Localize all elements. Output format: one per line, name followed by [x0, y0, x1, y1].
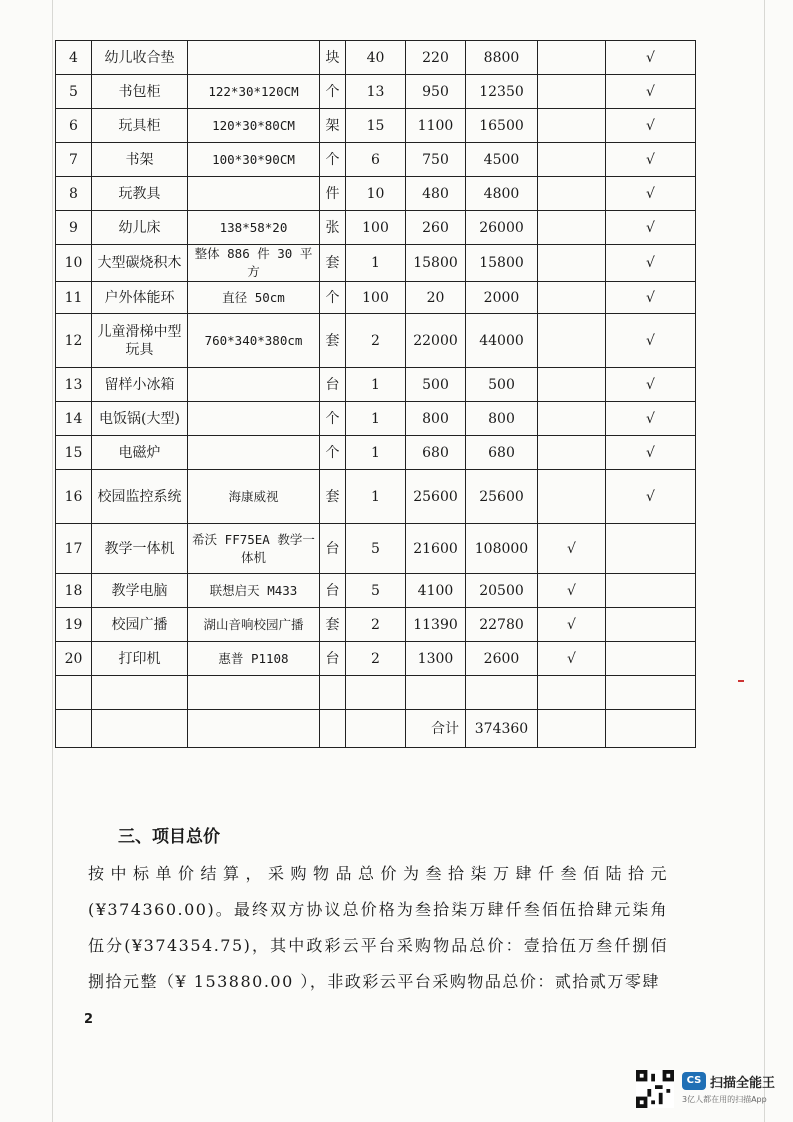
cell-name: 电磁炉 — [92, 436, 188, 470]
cell-spec: 海康威视 — [188, 470, 320, 524]
cell-no: 11 — [56, 282, 92, 314]
cell-qty: 1 — [346, 402, 406, 436]
cell-no: 7 — [56, 143, 92, 177]
cell-no: 10 — [56, 245, 92, 282]
cell-unit: 台 — [320, 642, 346, 676]
cell-qty: 1 — [346, 245, 406, 282]
cell-price: 21600 — [406, 524, 466, 574]
cell-unit: 个 — [320, 282, 346, 314]
cell-zcy: √ — [538, 574, 606, 608]
cell-no: 20 — [56, 642, 92, 676]
sum-label: 合计 — [406, 710, 466, 748]
cell-spec: 联想启天 M433 — [188, 574, 320, 608]
cell-name: 儿童滑梯中型玩具 — [92, 314, 188, 368]
cell-non-zcy: √ — [606, 41, 696, 75]
cell-empty — [56, 676, 92, 710]
cell-name: 玩教具 — [92, 177, 188, 211]
cell-no: 9 — [56, 211, 92, 245]
cell-unit: 架 — [320, 109, 346, 143]
cell-zcy — [538, 177, 606, 211]
cell-total: 12350 — [466, 75, 538, 109]
cell-non-zcy: √ — [606, 245, 696, 282]
cell-spec — [188, 436, 320, 470]
cell-empty — [406, 676, 466, 710]
cell-empty — [346, 676, 406, 710]
table-row — [56, 177, 696, 211]
cell-unit: 台 — [320, 524, 346, 574]
cell-spec: 直径 50cm — [188, 282, 320, 314]
camscanner-logo-icon: CS — [682, 1072, 706, 1090]
cell-total: 4800 — [466, 177, 538, 211]
cell-empty — [466, 676, 538, 710]
cell-zcy: √ — [538, 608, 606, 642]
scanner-watermark — [636, 1070, 781, 1112]
cell-spec — [188, 368, 320, 402]
cell-total: 16500 — [466, 109, 538, 143]
table-row — [56, 436, 696, 470]
cell-zcy — [538, 143, 606, 177]
cell-price: 25600 — [406, 470, 466, 524]
sum-value: 374360 — [466, 710, 538, 748]
cell-no: 8 — [56, 177, 92, 211]
cell-spec: 122*30*120CM — [188, 75, 320, 109]
cell-name: 户外体能环 — [92, 282, 188, 314]
cell-zcy — [538, 109, 606, 143]
cell-name: 电饭锅(大型) — [92, 402, 188, 436]
cell-total: 4500 — [466, 143, 538, 177]
cell-unit: 个 — [320, 436, 346, 470]
cell-qty: 1 — [346, 436, 406, 470]
cell-price: 15800 — [406, 245, 466, 282]
cell-price: 680 — [406, 436, 466, 470]
red-pen-mark — [738, 680, 744, 682]
cell-total: 2000 — [466, 282, 538, 314]
cell-name: 留样小冰箱 — [92, 368, 188, 402]
cell-spec: 整体 886 件 30 平方 — [188, 245, 320, 282]
table-row — [56, 41, 696, 75]
procurement-table — [55, 40, 696, 748]
cell-empty — [320, 676, 346, 710]
cell-name: 校园监控系统 — [92, 470, 188, 524]
cell-non-zcy — [606, 642, 696, 676]
cell-empty — [92, 710, 188, 748]
cell-qty: 2 — [346, 642, 406, 676]
cell-no: 18 — [56, 574, 92, 608]
cell-empty — [606, 710, 696, 748]
table-row-empty — [56, 676, 696, 710]
cell-empty — [188, 710, 320, 748]
cell-empty — [606, 676, 696, 710]
cell-non-zcy: √ — [606, 211, 696, 245]
table-row — [56, 470, 696, 524]
cell-unit: 套 — [320, 314, 346, 368]
cell-name: 大型碳烧积木 — [92, 245, 188, 282]
cell-no: 4 — [56, 41, 92, 75]
cell-total: 44000 — [466, 314, 538, 368]
table-row — [56, 574, 696, 608]
cell-non-zcy: √ — [606, 143, 696, 177]
cell-price: 800 — [406, 402, 466, 436]
cell-name: 书架 — [92, 143, 188, 177]
cell-name: 幼儿床 — [92, 211, 188, 245]
cell-price: 1100 — [406, 109, 466, 143]
cell-total: 20500 — [466, 574, 538, 608]
cell-empty — [320, 710, 346, 748]
cell-qty: 2 — [346, 608, 406, 642]
cell-spec: 100*30*90CM — [188, 143, 320, 177]
table-row-total — [56, 710, 696, 748]
cell-spec — [188, 402, 320, 436]
watermark-brand: 扫描全能王 — [710, 1076, 776, 1091]
cell-price: 20 — [406, 282, 466, 314]
cell-zcy: √ — [538, 524, 606, 574]
cell-zcy — [538, 402, 606, 436]
cell-spec: 希沃 FF75EA 教学一体机 — [188, 524, 320, 574]
qr-code-icon — [636, 1070, 674, 1108]
table-row — [56, 402, 696, 436]
cell-name: 校园广播 — [92, 608, 188, 642]
cell-non-zcy: √ — [606, 314, 696, 368]
cell-spec — [188, 41, 320, 75]
cell-total: 8800 — [466, 41, 538, 75]
cell-price: 480 — [406, 177, 466, 211]
cell-price: 260 — [406, 211, 466, 245]
cell-total: 500 — [466, 368, 538, 402]
cell-spec: 惠普 P1108 — [188, 642, 320, 676]
cell-non-zcy: √ — [606, 436, 696, 470]
cell-zcy — [538, 282, 606, 314]
cell-qty: 10 — [346, 177, 406, 211]
total-price-paragraph: 按中标单价结算，采购物品总价为叁拾柒万肆仟叁佰陆拾元(¥374360.00)。最终双方协议总价格为叁拾柒万肆仟叁佰伍拾肆元柒角伍分(¥374354.75)，其中政彩云平台采购物品总价：壹拾伍万叁仟捌佰捌拾元整（¥ 153880.00 ），非政彩云平台采购物品总价：贰拾贰万零肆 — [88, 864, 668, 991]
page-edge-right — [764, 0, 765, 1122]
section-heading: 三、项目总价 — [118, 827, 220, 847]
cell-empty — [92, 676, 188, 710]
table-row — [56, 75, 696, 109]
cell-spec: 138*58*20 — [188, 211, 320, 245]
table-row — [56, 143, 696, 177]
cell-zcy — [538, 436, 606, 470]
cell-zcy — [538, 368, 606, 402]
cell-qty: 5 — [346, 574, 406, 608]
cell-qty: 15 — [346, 109, 406, 143]
cell-price: 22000 — [406, 314, 466, 368]
cell-empty — [538, 676, 606, 710]
cell-no: 12 — [56, 314, 92, 368]
cell-no: 5 — [56, 75, 92, 109]
cell-no: 6 — [56, 109, 92, 143]
table-row — [56, 608, 696, 642]
cell-zcy — [538, 211, 606, 245]
cell-price: 950 — [406, 75, 466, 109]
cell-qty: 100 — [346, 282, 406, 314]
table-row — [56, 314, 696, 368]
cell-unit: 个 — [320, 143, 346, 177]
cell-spec: 120*30*80CM — [188, 109, 320, 143]
cell-total: 800 — [466, 402, 538, 436]
cell-unit: 套 — [320, 608, 346, 642]
cell-empty — [188, 676, 320, 710]
cell-total: 15800 — [466, 245, 538, 282]
cell-zcy: √ — [538, 642, 606, 676]
cell-name: 教学一体机 — [92, 524, 188, 574]
table-row — [56, 245, 696, 282]
cell-no: 13 — [56, 368, 92, 402]
cell-total: 22780 — [466, 608, 538, 642]
watermark-tagline: 3亿人都在用的扫描App — [682, 1095, 767, 1104]
cell-no: 16 — [56, 470, 92, 524]
cell-non-zcy: √ — [606, 75, 696, 109]
cell-price: 750 — [406, 143, 466, 177]
cell-name: 幼儿收合垫 — [92, 41, 188, 75]
cell-zcy — [538, 245, 606, 282]
cell-unit: 个 — [320, 75, 346, 109]
cell-unit: 块 — [320, 41, 346, 75]
cell-price: 220 — [406, 41, 466, 75]
cell-non-zcy: √ — [606, 402, 696, 436]
cell-empty — [538, 710, 606, 748]
cell-spec: 湖山音响校园广播 — [188, 608, 320, 642]
cell-no: 15 — [56, 436, 92, 470]
cell-total: 108000 — [466, 524, 538, 574]
cell-non-zcy: √ — [606, 368, 696, 402]
table-row — [56, 642, 696, 676]
table-row — [56, 211, 696, 245]
cell-qty: 2 — [346, 314, 406, 368]
cell-unit: 个 — [320, 402, 346, 436]
cell-price: 4100 — [406, 574, 466, 608]
cell-name: 教学电脑 — [92, 574, 188, 608]
cell-name: 玩具柜 — [92, 109, 188, 143]
cell-unit: 台 — [320, 368, 346, 402]
table-row — [56, 282, 696, 314]
cell-total: 2600 — [466, 642, 538, 676]
cell-non-zcy — [606, 524, 696, 574]
cell-name: 书包柜 — [92, 75, 188, 109]
cell-qty: 1 — [346, 368, 406, 402]
cell-total: 680 — [466, 436, 538, 470]
cell-zcy — [538, 470, 606, 524]
cell-zcy — [538, 314, 606, 368]
page-edge-left — [52, 0, 53, 1122]
cell-no: 17 — [56, 524, 92, 574]
cell-name: 打印机 — [92, 642, 188, 676]
cell-no: 14 — [56, 402, 92, 436]
cell-non-zcy: √ — [606, 109, 696, 143]
cell-total: 26000 — [466, 211, 538, 245]
cell-unit: 套 — [320, 470, 346, 524]
cell-qty: 100 — [346, 211, 406, 245]
cell-qty: 1 — [346, 470, 406, 524]
cell-unit: 台 — [320, 574, 346, 608]
cell-spec — [188, 177, 320, 211]
cell-non-zcy — [606, 574, 696, 608]
cell-qty: 5 — [346, 524, 406, 574]
cell-price: 11390 — [406, 608, 466, 642]
cell-qty: 40 — [346, 41, 406, 75]
cell-non-zcy: √ — [606, 470, 696, 524]
cell-spec: 760*340*380cm — [188, 314, 320, 368]
table-row — [56, 368, 696, 402]
cell-non-zcy — [606, 608, 696, 642]
cell-zcy — [538, 75, 606, 109]
cell-qty: 13 — [346, 75, 406, 109]
page-number: 2 — [84, 1012, 94, 1027]
cell-non-zcy: √ — [606, 177, 696, 211]
cell-empty — [346, 710, 406, 748]
cell-price: 1300 — [406, 642, 466, 676]
cell-qty: 6 — [346, 143, 406, 177]
cell-unit: 张 — [320, 211, 346, 245]
cell-non-zcy: √ — [606, 282, 696, 314]
cell-empty — [56, 710, 92, 748]
table-row — [56, 109, 696, 143]
cell-total: 25600 — [466, 470, 538, 524]
cell-zcy — [538, 41, 606, 75]
cell-price: 500 — [406, 368, 466, 402]
table-row — [56, 524, 696, 574]
cell-no: 19 — [56, 608, 92, 642]
cell-unit: 套 — [320, 245, 346, 282]
cell-unit: 件 — [320, 177, 346, 211]
